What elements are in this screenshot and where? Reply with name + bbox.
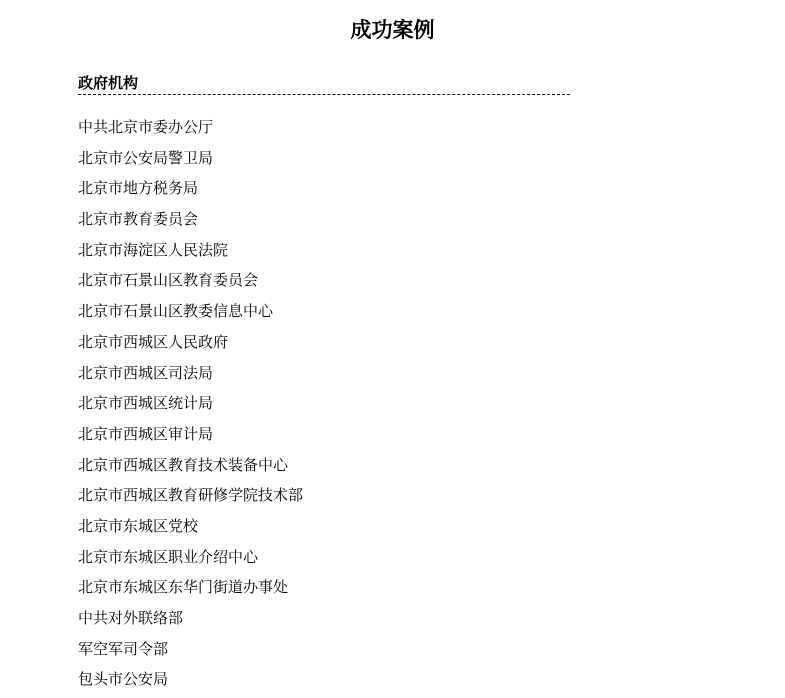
list-item: 北京市海淀区人民法院 [78,240,229,259]
list-item: 北京市东城区党校 [78,516,199,535]
case-list [78,112,578,695]
list-item: 中共北京市委办公厅 [78,118,214,136]
list-item: 北京市石景山区教育委员会 [78,271,259,290]
list-item: 北京市东城区东华门街道办事处 [78,578,289,597]
list-item: 包头市公安局 [78,670,169,689]
list-item: 北京市西城区人民政府 [78,332,229,351]
list-item: 军空军司令部 [78,639,169,658]
list-item: 中共对外联络部 [78,609,184,627]
list-item: 北京市西城区司法局 [78,363,214,382]
list-item: 北京市地方税务局 [78,179,199,198]
list-item: 北京市教育委员会 [78,210,199,229]
list-item: 北京市西城区教育研修学院技术部 [78,486,304,505]
dashed-divider [78,94,570,95]
list-item: 北京市西城区教育技术装备中心 [78,455,289,474]
list-item: 北京市西城区审计局 [78,424,214,443]
section-heading: 政府机构 [78,74,139,92]
list-item: 北京市西城区统计局 [78,394,214,413]
list-item: 北京市石景山区教委信息中心 [78,302,274,321]
government-section [78,72,578,695]
list-item: 北京市公安局警卫局 [78,148,214,167]
page-title: 成功案例 [350,18,435,42]
list-item: 北京市东城区职业介绍中心 [78,547,259,566]
